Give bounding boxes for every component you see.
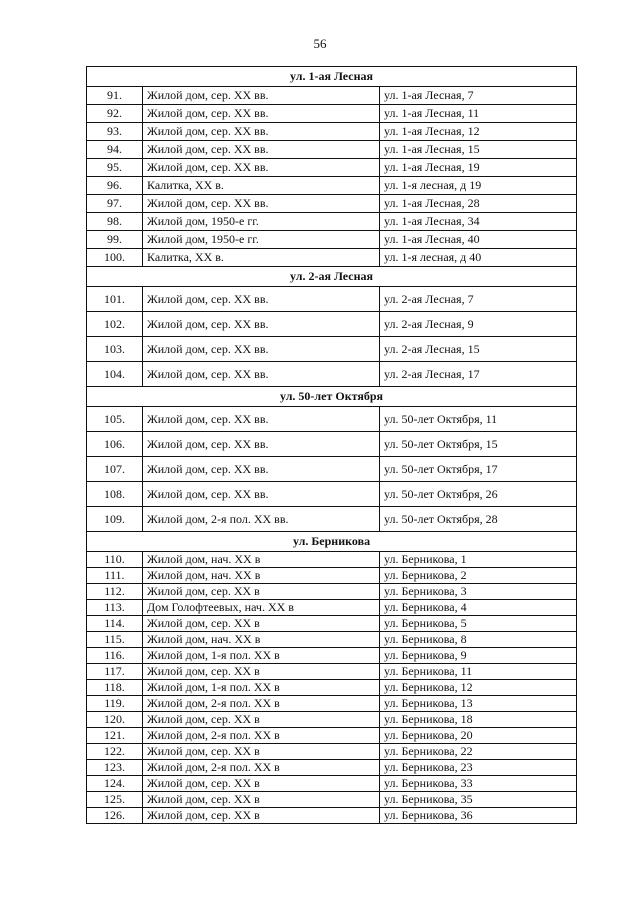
object-name: Жилой дом, 1950-е гг.: [143, 231, 380, 249]
object-address: ул. Берникова, 2: [380, 568, 577, 584]
table-row: [87, 141, 577, 159]
object-address: ул. 2-ая Лесная, 15: [380, 337, 577, 362]
table-row: [87, 568, 577, 584]
object-name: Жилой дом, сер. XX в: [143, 584, 380, 600]
object-name: Жилой дом, 2-я пол. XX в: [143, 696, 380, 712]
object-address: ул. Берникова, 8: [380, 632, 577, 648]
object-name: Жилой дом, сер. XX в: [143, 792, 380, 808]
table-row: [87, 744, 577, 760]
table-row: [87, 696, 577, 712]
object-name: Жилой дом, сер. XX вв.: [143, 141, 380, 159]
object-name: Жилой дом, сер. XX в: [143, 712, 380, 728]
object-name: Жилой дом, 1-я пол. XX в: [143, 680, 380, 696]
object-address: ул. 2-ая Лесная, 9: [380, 312, 577, 337]
page-number: 56: [313, 36, 327, 51]
object-address: ул. Берникова, 3: [380, 584, 577, 600]
table-row: [87, 507, 577, 532]
object-name: Жилой дом, 1950-е гг.: [143, 213, 380, 231]
object-name: Жилой дом, сер. XX вв.: [143, 457, 380, 482]
table-row: [87, 760, 577, 776]
object-address: ул. Берникова, 11: [380, 664, 577, 680]
object-name: Жилой дом, сер. XX вв.: [143, 105, 380, 123]
section-header-row: [87, 387, 577, 407]
table-row: [87, 213, 577, 231]
object-address: ул. 1-ая Лесная, 11: [380, 105, 577, 123]
object-address: ул. 50-лет Октября, 28: [380, 507, 577, 532]
object-address: ул. 1-ая Лесная, 12: [380, 123, 577, 141]
object-name: Жилой дом, сер. XX в: [143, 808, 380, 824]
table-row: [87, 457, 577, 482]
object-address: ул. Берникова, 9: [380, 648, 577, 664]
object-address: ул. 1-ая Лесная, 19: [380, 159, 577, 177]
object-name: Дом Голофтеевых, нач. XX в: [143, 600, 380, 616]
heritage-register-table: [86, 66, 577, 824]
table-row: [87, 177, 577, 195]
object-name: Жилой дом, сер. XX в: [143, 744, 380, 760]
object-name: Жилой дом, сер. XX вв.: [143, 312, 380, 337]
street-section-title: ул. Берникова: [87, 532, 577, 552]
object-address: ул. 50-лет Октября, 17: [380, 457, 577, 482]
object-name: Жилой дом, сер. XX вв.: [143, 482, 380, 507]
table-row: [87, 712, 577, 728]
table-row: [87, 249, 577, 267]
object-address: ул. 1-я лесная, д 40: [380, 249, 577, 267]
object-address: ул. Берникова, 12: [380, 680, 577, 696]
row-number: 113.: [87, 600, 143, 616]
row-number: 110.: [87, 552, 143, 568]
object-name: Жилой дом, сер. XX вв.: [143, 432, 380, 457]
table-row: [87, 728, 577, 744]
row-number: 126.: [87, 808, 143, 824]
object-name: Жилой дом, сер. XX вв.: [143, 362, 380, 387]
table-row: [87, 600, 577, 616]
table-row: [87, 552, 577, 568]
row-number: 98.: [87, 213, 143, 231]
row-number: 100.: [87, 249, 143, 267]
object-address: ул. 2-ая Лесная, 7: [380, 287, 577, 312]
object-address: ул. 1-ая Лесная, 40: [380, 231, 577, 249]
object-address: ул. Берникова, 35: [380, 792, 577, 808]
object-name: Жилой дом, 2-я пол. XX в: [143, 728, 380, 744]
row-number: 91.: [87, 87, 143, 105]
object-address: ул. Берникова, 13: [380, 696, 577, 712]
object-name: Жилой дом, сер. XX вв.: [143, 123, 380, 141]
object-address: ул. Берникова, 18: [380, 712, 577, 728]
table-row: [87, 792, 577, 808]
row-number: 101.: [87, 287, 143, 312]
object-address: ул. 50-лет Октября, 11: [380, 407, 577, 432]
table-row: [87, 87, 577, 105]
street-section-title: ул. 2-ая Лесная: [87, 267, 577, 287]
object-address: ул. Берникова, 5: [380, 616, 577, 632]
table-row: [87, 159, 577, 177]
table-row: [87, 287, 577, 312]
object-name: Жилой дом, нач. XX в: [143, 632, 380, 648]
object-address: ул. Берникова, 20: [380, 728, 577, 744]
table-row: [87, 362, 577, 387]
object-name: Жилой дом, 2-я пол. XX вв.: [143, 507, 380, 532]
table-row: [87, 123, 577, 141]
object-name: Жилой дом, сер. XX в: [143, 616, 380, 632]
row-number: 112.: [87, 584, 143, 600]
object-address: ул. Берникова, 22: [380, 744, 577, 760]
row-number: 118.: [87, 680, 143, 696]
table-row: [87, 195, 577, 213]
row-number: 103.: [87, 337, 143, 362]
row-number: 97.: [87, 195, 143, 213]
row-number: 114.: [87, 616, 143, 632]
object-address: ул. Берникова, 1: [380, 552, 577, 568]
table-row: [87, 584, 577, 600]
table-row: [87, 680, 577, 696]
row-number: 104.: [87, 362, 143, 387]
object-address: ул. 50-лет Октября, 15: [380, 432, 577, 457]
register-table-body: [87, 67, 577, 824]
row-number: 106.: [87, 432, 143, 457]
object-name: Жилой дом, сер. XX в: [143, 664, 380, 680]
row-number: 109.: [87, 507, 143, 532]
object-address: ул. Берникова, 36: [380, 808, 577, 824]
object-address: ул. 1-ая Лесная, 7: [380, 87, 577, 105]
section-header-row: [87, 267, 577, 287]
table-row: [87, 482, 577, 507]
object-name: Жилой дом, нач. XX в: [143, 552, 380, 568]
object-name: Жилой дом, нач. XX в: [143, 568, 380, 584]
row-number: 120.: [87, 712, 143, 728]
row-number: 93.: [87, 123, 143, 141]
object-address: ул. 1-ая Лесная, 28: [380, 195, 577, 213]
object-name: Калитка, XX в.: [143, 249, 380, 267]
table-row: [87, 105, 577, 123]
object-name: Жилой дом, сер. XX вв.: [143, 159, 380, 177]
table-row: [87, 337, 577, 362]
section-header-row: [87, 67, 577, 87]
object-name: Калитка, XX в.: [143, 177, 380, 195]
table-row: [87, 231, 577, 249]
row-number: 107.: [87, 457, 143, 482]
object-address: ул. 1-я лесная, д 19: [380, 177, 577, 195]
table-row: [87, 808, 577, 824]
object-address: ул. Берникова, 33: [380, 776, 577, 792]
row-number: 105.: [87, 407, 143, 432]
object-name: Жилой дом, сер. XX в: [143, 776, 380, 792]
object-address: ул. 2-ая Лесная, 17: [380, 362, 577, 387]
object-address: ул. 50-лет Октября, 26: [380, 482, 577, 507]
row-number: 102.: [87, 312, 143, 337]
object-name: Жилой дом, сер. XX вв.: [143, 287, 380, 312]
table-row: [87, 632, 577, 648]
object-address: ул. 1-ая Лесная, 34: [380, 213, 577, 231]
row-number: 92.: [87, 105, 143, 123]
row-number: 124.: [87, 776, 143, 792]
row-number: 122.: [87, 744, 143, 760]
table-row: [87, 432, 577, 457]
street-section-title: ул. 50-лет Октября: [87, 387, 577, 407]
object-address: ул. Берникова, 23: [380, 760, 577, 776]
object-name: Жилой дом, сер. XX вв.: [143, 195, 380, 213]
row-number: 121.: [87, 728, 143, 744]
row-number: 95.: [87, 159, 143, 177]
row-number: 115.: [87, 632, 143, 648]
table-row: [87, 664, 577, 680]
street-section-title: ул. 1-ая Лесная: [87, 67, 577, 87]
table-row: [87, 407, 577, 432]
table-row: [87, 312, 577, 337]
row-number: 111.: [87, 568, 143, 584]
object-name: Жилой дом, сер. XX вв.: [143, 87, 380, 105]
table-row: [87, 648, 577, 664]
row-number: 116.: [87, 648, 143, 664]
row-number: 94.: [87, 141, 143, 159]
row-number: 119.: [87, 696, 143, 712]
table-row: [87, 616, 577, 632]
section-header-row: [87, 532, 577, 552]
object-name: Жилой дом, сер. XX вв.: [143, 337, 380, 362]
object-address: ул. 1-ая Лесная, 15: [380, 141, 577, 159]
row-number: 108.: [87, 482, 143, 507]
object-address: ул. Берникова, 4: [380, 600, 577, 616]
object-name: Жилой дом, 1-я пол. XX в: [143, 648, 380, 664]
object-name: Жилой дом, 2-я пол. XX в: [143, 760, 380, 776]
row-number: 125.: [87, 792, 143, 808]
table-row: [87, 776, 577, 792]
row-number: 123.: [87, 760, 143, 776]
row-number: 99.: [87, 231, 143, 249]
object-name: Жилой дом, сер. XX вв.: [143, 407, 380, 432]
row-number: 96.: [87, 177, 143, 195]
row-number: 117.: [87, 664, 143, 680]
